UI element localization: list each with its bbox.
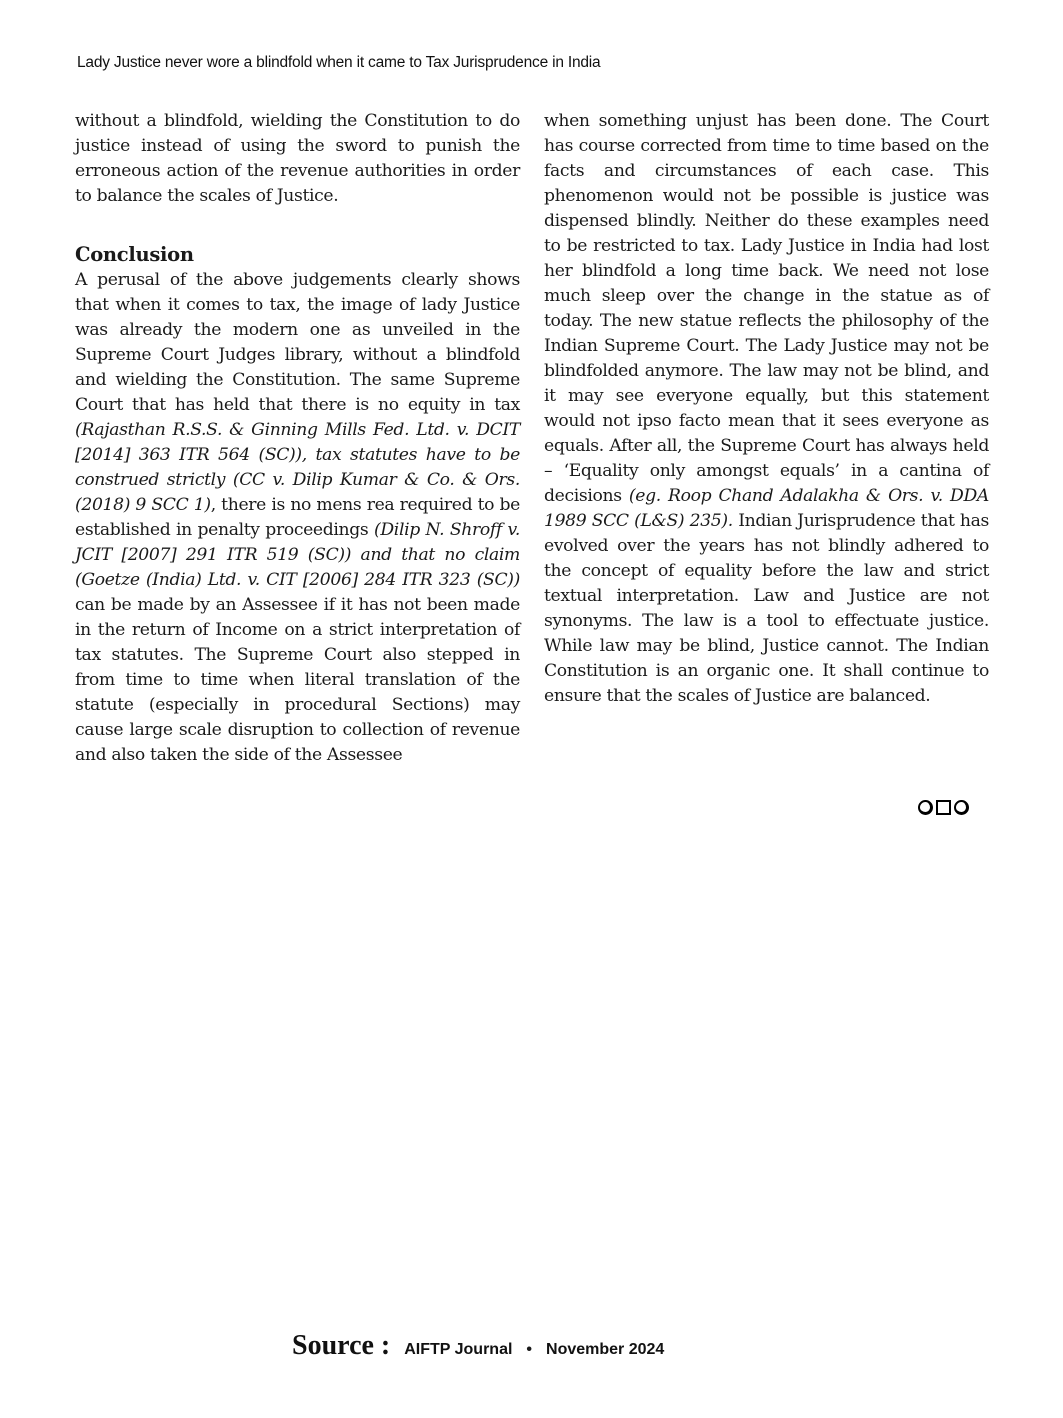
publication-name: AIFTP Journal [404,1341,513,1358]
issue-date: November 2024 [546,1341,665,1358]
section-heading-conclusion: Conclusion [75,243,194,266]
right-text-2: Indian Jurisprudence that has evolved over the years has not blindly adhered to the concept of equality before the law and strict textual interpretation. Law and Justice are not synonyms. The law is a tool to effectuate justice. While law may be blind, Justice cannot. The Indian Constitution is an organic one. It shall continue to ensure that the scales of Justice are balanced. [544,511,989,706]
left-column [75,109,520,768]
right-paragraph [544,109,989,709]
conclusion-paragraph [75,268,520,768]
running-header-title: Lady Justice never wore a blindfold when it came to Tax Jurisprudence in India [77,54,601,71]
right-text-1: when something unjust has been done. The Court has course corrected from time to time based on the facts and circumstances of each case. This phenomenon would not be possible is justice was dispensed blindly. Neither do these examples need to be restricted to tax. Lady Justice in India had lost her blindfold a long time back. We need not lose much sleep over the change in the statue as of today. The new statue reflects the philosophy of the Indian Supreme Court. The Lady Justice may not be blindfolded anymore. The law may not be blind, and it may see everyone equally, but this statement would not ipso facto mean that it sees everyone as equals. After all, the Supreme Court has always held – ‘Equality only amongst equals’ in a cantina of decisions [544,111,989,506]
conclusion-text-1: A perusal of the above judgements clearly shows that when it comes to tax, the image of lady Justice was already the modern one as unveiled in the Supreme Court Judges library, without a blindfold and wielding the Constitution. The same Supreme Court that has held that there is no equity in tax [75,270,520,415]
end-of-article-icon [918,800,969,815]
paragraph-gap [75,209,520,234]
conclusion-text-2: , there is no mens rea required to be established in penalty proceedings [75,495,520,540]
intro-paragraph: without a blindfold, wielding the Constitution to do justice instead of using the sword to punish the erroneous action of the revenue authorities in order to balance the scales of Justice. [75,111,520,206]
right-column [544,109,989,709]
case-citation-1: (Rajasthan R.S.S. & Ginning Mills Fed. Ltd. v. DCIT [2014] 363 ITR 564 (SC)), tax statutes have to be construed strictly (CC v. Dilip Kumar & Co. & Ors. (2018) 9 SCC 1) [75,420,520,515]
source-label: Source : [292,1330,391,1361]
circle-icon [918,800,933,815]
square-icon [936,800,951,815]
circle-icon [954,800,969,815]
conclusion-text-3: can be made by an Assessee if it has not been made in the return of Income on a strict interpretation of tax statutes. The Supreme Court also stepped in from time to time when literal translation of the statute (especially in procedural Sections) may cause large scale disruption to collection of revenue and also taken the side of the Assessee [75,595,520,765]
case-citation-3: (eg. Roop Chand Adalakha & Ors. v. DDA 1989 SCC (L&S) 235). [544,486,989,531]
source-footer [292,1330,664,1362]
bullet-separator: • [526,1341,533,1358]
case-citation-2: (Dilip N. Shroff v. JCIT [2007] 291 ITR 519 (SC)) and that no claim (Goetze (India) Ltd. v. CIT [2006] 284 ITR 323 (SC)) [75,520,520,590]
